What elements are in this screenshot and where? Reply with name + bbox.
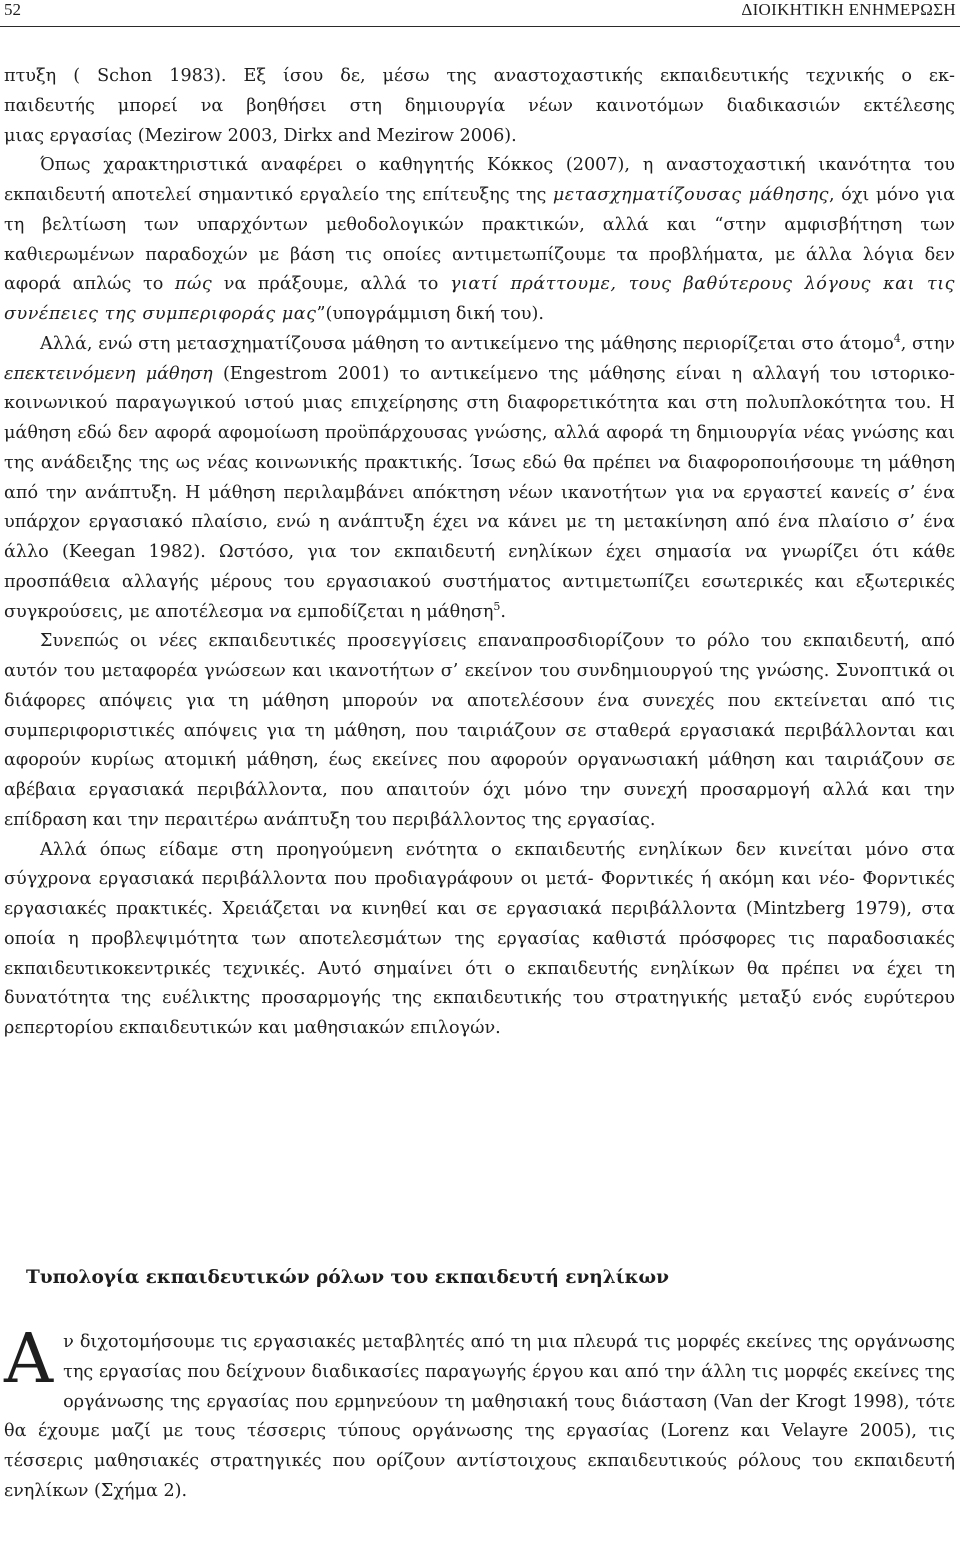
paragraph-3-text-a: Αλλά, ενώ στη μετασχηματίζουσα μάθηση το αντικείμενο της μάθησης περιορίζεται στο άτομο xyxy=(40,333,894,354)
body-text xyxy=(4,62,955,1044)
paragraph-2-emphasis-3: γιατί πράττουμε, τους βαθύτερους λόγους και τις συνέπειες της συμπεριφοράς μας xyxy=(4,274,955,324)
paragraph-3 xyxy=(4,330,955,628)
paragraph-4: Συνεπώς οι νέες εκπαιδευτικές προσεγγίσεις επαναπροσδιορίζουν το ρόλο του εκπαιδευτή, από αυτόν του μεταφορέα γνώσεων και ικανοτήτων σ’ εκείνον του συνδημιουργού της γνώσης. Συνοπτικά οι διάφορες απόψεις για τη μάθηση μπορούν να αποτελέσουν ένα συνεχές που εκτείνεται από τις συμπεριφοριστικές απόψεις για τη μάθηση, που ταιριάζουν σε σταθερά εργασιακά περιβάλλονται και αφορούν κυρίως ατομική μάθηση, έως εκείνες που αφορούν οργανωσιακή μάθηση και ταιριάζουν σε αβέβαια εργασιακά περιβάλλοντα, που απαιτούν όχι μόνο την συνεχή προσαρμογή αλλά και την επίδραση και την περαιτέρω ανάπτυξη του περιβάλλοντος της εργασίας. xyxy=(4,631,955,830)
paragraph-2 xyxy=(4,151,955,330)
header-rule xyxy=(0,26,960,27)
section-heading: Τυπολογία εκπαιδευτικών ρόλων του εκπαιδευτή ενηλίκων xyxy=(26,1267,670,1288)
paragraph-1-line-1: πτυξη ( Schon 1983). Εξ ίσου δε, μέσω της αναστοχαστικής εκπαιδευτικής τεχνικής ο εκ- xyxy=(4,66,955,86)
paragraph-3-emphasis: επεκτεινόμενη μάθηση xyxy=(4,363,213,384)
paragraph-5: Αλλά όπως είδαμε στη προηγούμενη ενότητα ο εκπαιδευτής ενηλίκων δεν κινείται μόνο στα σύγχρονα εργασιακά περιβάλλοντα που προδιαγράφουν οι μετά- Φορντικές ή ακόμη και νέο- Φορντικές εργασιακές πρακτικές. Χρειάζεται να κινηθεί και σε εργασιακά περιβάλλοντα (Mintzberg 1979), στα οποία η προβλεψιμότητα των αποτελεσμάτων της εργασίας καθιστά πρόσφορες τις παραδοσιακές εκπαιδευτικοκεντρικές τεχνικές. Αυτό σημαίνει ότι ο εκπαιδευτής ενηλίκων θα πρέπει να έχει τη δυνατότητα της ευέλικτης προσαρμογής της εκπαιδευτικής του στρατηγικής μεταξύ ενός ευρύτερου ρεπερτορίου εκπαιδευτικών και μαθησιακών επιλογών. xyxy=(4,839,955,1038)
paragraph-2-text-a: Όπως χαρακτηριστικά αναφέρει ο καθηγητής Κόκκος (2007), η αναστοχαστική ικανότητα του εκπαιδευτή αποτελεί σημαντικό εργαλείο της επίτευξης της xyxy=(4,155,955,205)
paragraph-1-line-3: μιας εργασίας (Mezirow 2003, Dirkx and Mezirow 2006). xyxy=(4,125,517,146)
drop-cap: Α xyxy=(4,1320,54,1399)
paragraph-2-emphasis-2: πώς xyxy=(174,274,213,295)
paragraph-2-text-b: , όχι μόνο για τη βελτίωση των υπαρχόντων μεθοδολογικών πρακτικών, αλλά και “στην αμφισβήτηση των καθιερωμένων παραδοχών με βάση τις οποίες αντιμετωπίζουμε τα προβλήματα, με άλλα λόγια δεν αφορά απλώς το xyxy=(4,185,955,295)
page-header xyxy=(0,0,960,26)
page-number: 52 xyxy=(4,0,21,19)
paragraph-6 xyxy=(4,1320,955,1507)
footnote-ref-5: 5 xyxy=(493,599,501,613)
paragraph-1 xyxy=(4,62,955,151)
paragraph-2-emphasis-1: μετασχηματίζουσας μάθησης xyxy=(552,185,829,205)
paragraph-1-line-2: παιδευτής μπορεί να βοηθήσει στη δημιουργία νέων καινοτόμων διαδικασιών εκτέλεσης xyxy=(4,95,955,116)
paragraph-3-text-d: . xyxy=(500,601,506,622)
paragraph-6-text: ν διχοτομήσουμε τις εργασιακές μεταβλητές από τη μια πλευρά τις μορφές εκείνες της οργάνωσης της εργασίας που δείχνουν διαδικασίες παραγωγής έργου και από την άλλη τις μορφές εκείνες της οργάνωσης της εργασίας που ερμηνεύουν τη μαθησιακή τους διάσταση (Van der Krogt 1998), τότε θα έχουμε μαζί με τους τέσσερις τύπους οργάνωσης της εργασίας (Lorenz και Velayre 2005), τις τέσσερις μαθησιακές στρατηγικές που ορίζουν αντίστοιχους εκπαιδευτικούς ρόλους του εκπαιδευτή ενηλίκων (Σχήμα 2). xyxy=(4,1332,955,1501)
footnote-ref-4: 4 xyxy=(893,331,901,345)
paragraph-2-text-d: ”(υπογράμμιση δική του). xyxy=(316,304,544,324)
running-title: ΔΙΟΙΚΗΤΙΚΗ ΕΝΗΜΕΡΩΣΗ xyxy=(741,0,956,19)
paragraph-2-text-c: να πράξουμε, αλλά το xyxy=(212,274,450,295)
paragraph-3-text-b: , στην xyxy=(900,333,955,354)
paragraph-3-text-c: (Engestrom 2001) το αντικείμενο της μάθησης είναι η αλλαγή του ιστορικο- κοινωνικού παραγωγικού ιστού μιας επιχείρησης στη διαφορετικότητα και στη πολυπλοκότητα του. Η μάθηση εδώ δεν αφορά αφομοίωση προϋπάρχουσας γνώσης, αλλά αφορά τη δημιουργία νέας γνώσης και της ανάδειξης της ως νέας κοινωνικής πρακτικής. Ίσως εδώ θα πρέπει να διαφοροποιήσουμε τη μάθηση από την ανάπτυξη. Η μάθηση περιλαμβάνει απόκτηση νέων ικανοτήτων για να εργαστεί κανείς σ’ ένα υπάρχον εργασιακό πλαίσιο, ενώ η ανάπτυξη έχει να κάνει με τη μετακίνηση από ένα πλαίσιο σ’ ένα άλλο (Keegan 1982). Ωστόσο, για τον εκπαιδευτή ενηλίκων έχει σημασία να γνωρίζει ότι κάθε προσπάθεια αλλαγής μέρους του εργασιακού συστήματος αντιμετωπίζει εσωτερικές και εξωτερικές συγκρούσεις, με αποτέλεσμα να εμποδίζεται η μάθηση xyxy=(4,363,955,622)
